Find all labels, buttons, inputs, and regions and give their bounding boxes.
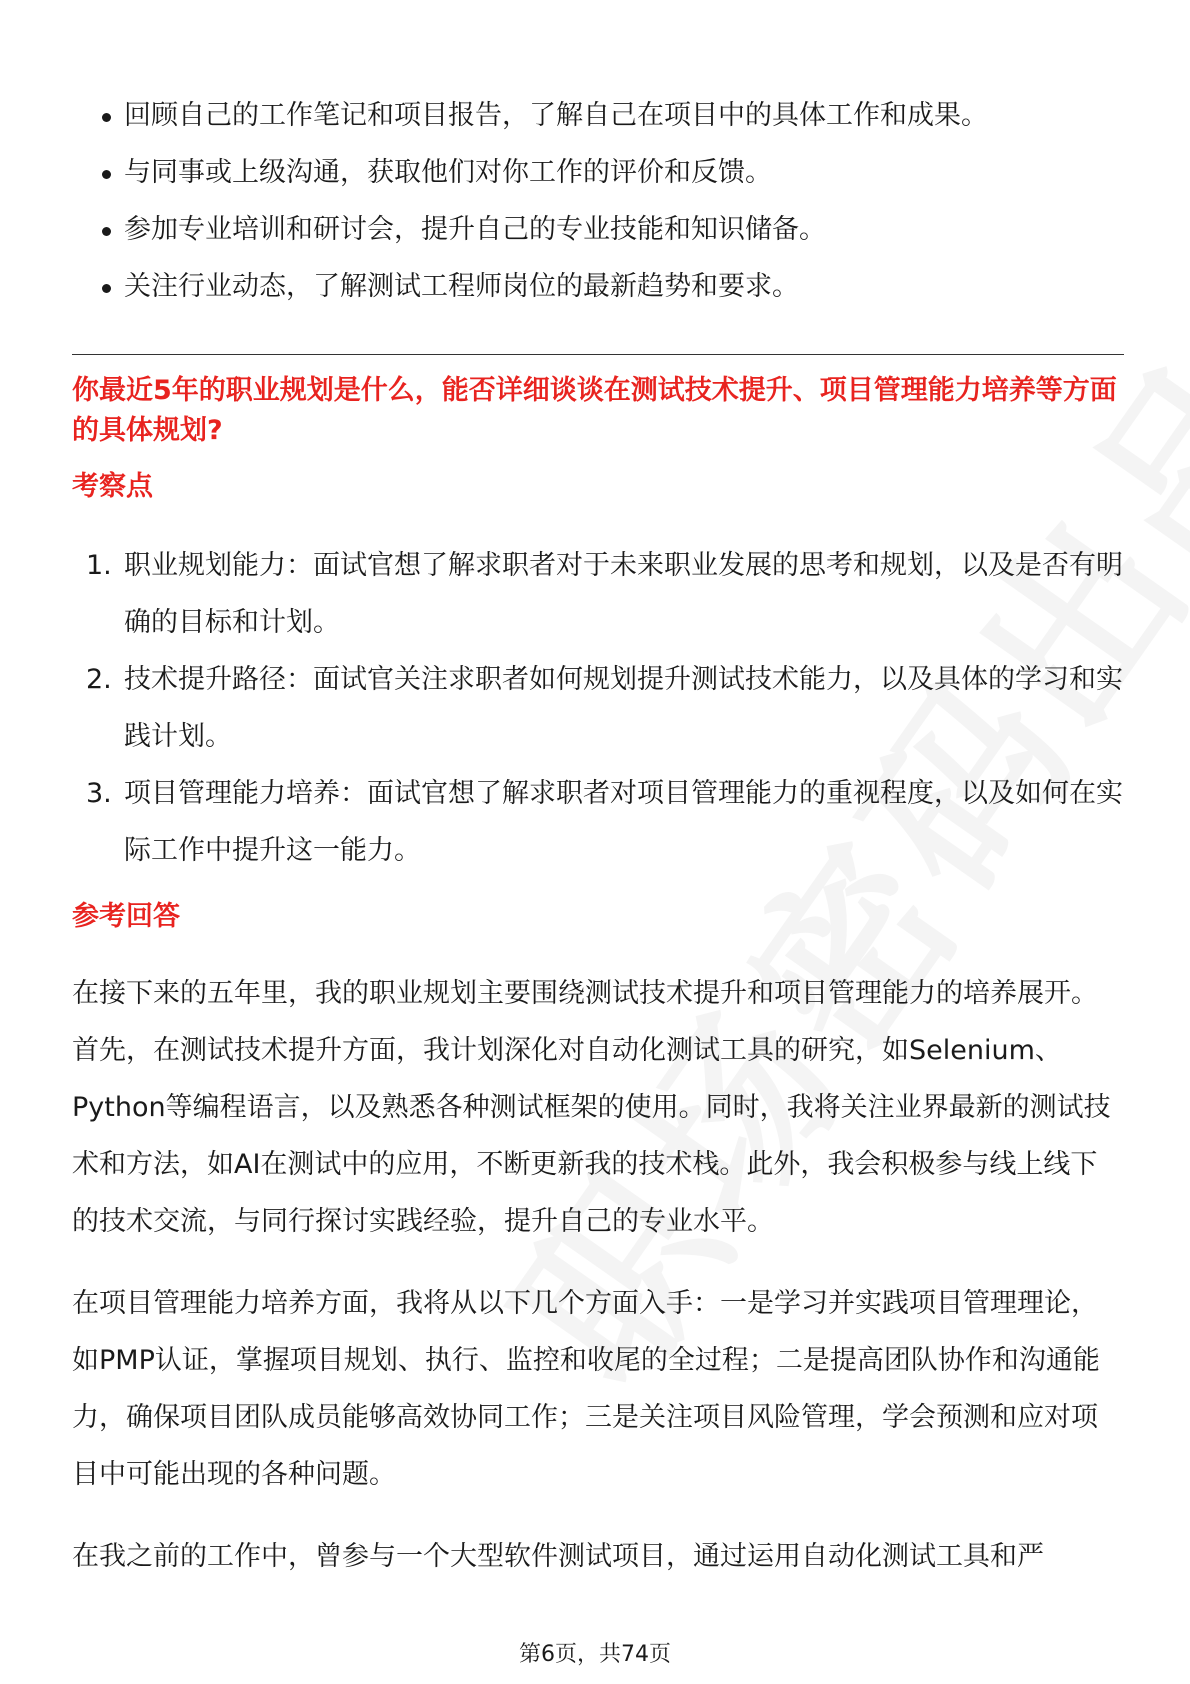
point-number: 3. <box>86 778 112 809</box>
point-text: 职业规划能力：面试官想了解求职者对于未来职业发展的思考和规划，以及是否有明确的目标和计划。 <box>124 550 1123 638</box>
bullet-dot-icon <box>102 113 111 122</box>
point-number: 2. <box>86 664 112 695</box>
observe-point <box>72 651 1124 765</box>
point-text: 技术提升路径：面试官关注求职者如何规划提升测试技术能力，以及具体的学习和实践计划。 <box>124 664 1123 752</box>
observe-points-list <box>72 537 1124 879</box>
answer-paragraph: 在项目管理能力培养方面，我将从以下几个方面入手：一是学习并实践项目管理理论，如PMP认证，掌握项目规划、执行、监控和收尾的全过程；二是提高团队协作和沟通能力，确保项目团队成员能够高效协同工作；三是关注项目风险管理，学会预测和应对项目中可能出现的各种问题。 <box>72 1288 1100 1490</box>
page-footer: 第6页，共74页 <box>519 1642 671 1667</box>
list-item <box>72 96 1124 136</box>
answer-paragraph: 在接下来的五年里，我的职业规划主要围绕测试技术提升和项目管理能力的培养展开。首先，在测试技术提升方面，我计划深化对自动化测试工具的研究，如Selenium、Python等编程语言，以及熟悉各种测试框架的使用。同时，我将关注业界最新的测试技术和方法，如AI在测试中的应用，不断更新我的技术栈。此外，我会积极参与线上线下的技术交流，与同行探讨实践经验，提升自己的专业水平。 <box>72 978 1111 1237</box>
question-heading: 你最近5年的职业规划是什么，能否详细谈谈在测试技术提升、项目管理能力培养等方面的具体规划? <box>72 375 1117 446</box>
list-item-text: 关注行业动态，了解测试工程师岗位的最新趋势和要求。 <box>124 271 799 302</box>
point-number: 1. <box>86 550 112 581</box>
document-body <box>72 96 1124 1585</box>
bullet-dot-icon <box>102 227 111 236</box>
list-item <box>72 210 1124 250</box>
observe-point <box>72 537 1124 651</box>
list-item <box>72 267 1124 307</box>
bullet-dot-icon <box>102 170 111 179</box>
list-item <box>72 153 1124 193</box>
list-item-text: 回顾自己的工作笔记和项目报告，了解自己在项目中的具体工作和成果。 <box>124 100 988 131</box>
point-text: 项目管理能力培养：面试官想了解求职者对项目管理能力的重视程度，以及如何在实际工作中提升这一能力。 <box>124 778 1123 866</box>
list-item-text: 与同事或上级沟通，获取他们对你工作的评价和反馈。 <box>124 157 772 188</box>
list-item-text: 参加专业培训和研讨会，提升自己的专业技能和知识储备。 <box>124 214 826 245</box>
bullet-list <box>72 96 1124 307</box>
answer-paragraph: 在我之前的工作中，曾参与一个大型软件测试项目，通过运用自动化测试工具和严 <box>72 1541 1044 1572</box>
observe-heading: 考察点 <box>72 471 153 502</box>
bullet-dot-icon <box>102 284 111 293</box>
section-divider <box>72 354 1124 355</box>
answer-heading: 参考回答 <box>72 901 180 932</box>
observe-point <box>72 765 1124 879</box>
